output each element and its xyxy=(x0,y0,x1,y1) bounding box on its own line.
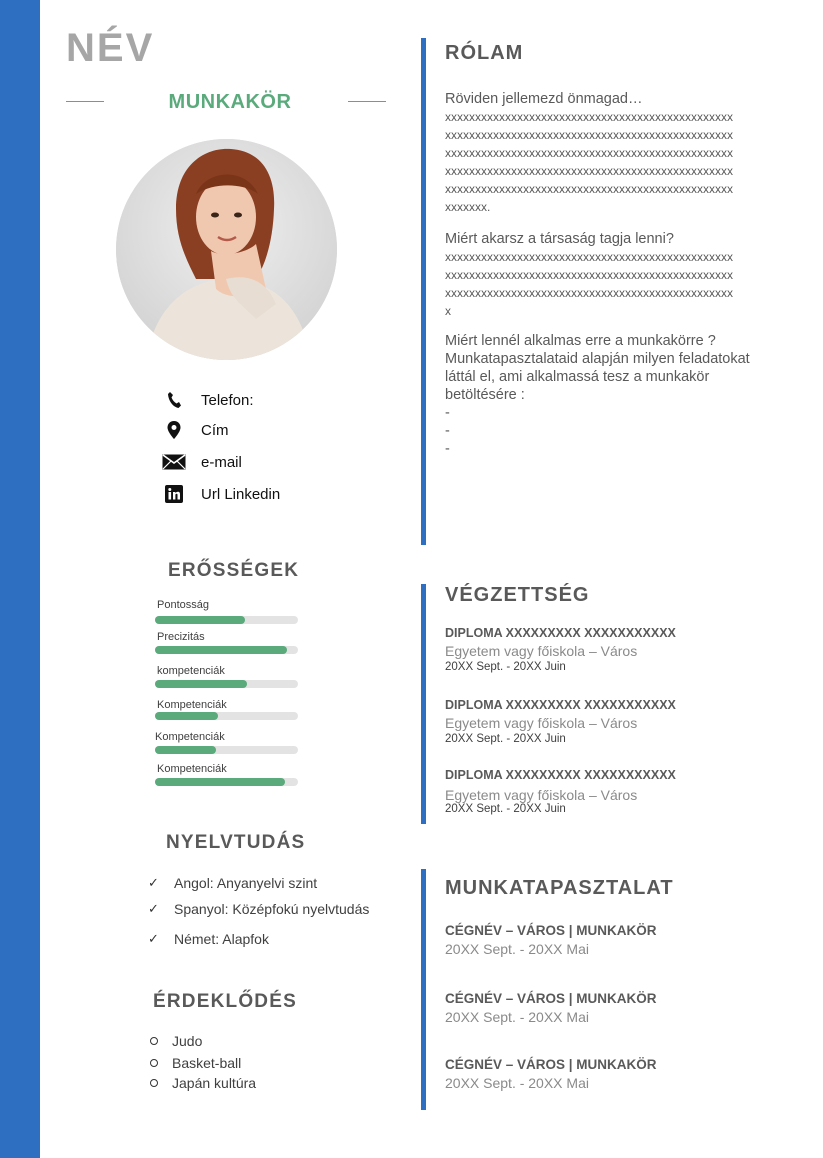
experience-title: MUNKATAPASZTALAT xyxy=(445,877,674,899)
education-dates: 20XX Sept. - 20XX Juin xyxy=(445,803,566,815)
skill-bar xyxy=(155,646,298,654)
education-school: Egyetem vagy főiskola – Város xyxy=(445,787,638,803)
language-label: Spanyol: Középfokú nyelvtudás xyxy=(174,901,370,917)
placeholder-line: xxxxxxxxxxxxxxxxxxxxxxxxxxxxxxxxxxxxxxxxxxxxxxxx xyxy=(445,146,733,160)
placeholder-line: xxxxxxxxxxxxxxxxxxxxxxxxxxxxxxxxxxxxxxxxxxxxxxxx xyxy=(445,286,733,300)
skill-label: Kompetenciák xyxy=(157,763,227,775)
skill-bar xyxy=(155,746,298,754)
interest-label: Basket-ball xyxy=(172,1055,242,1071)
experience-role: CÉGNÉV – VÁROS | MUNKAKÖR xyxy=(445,991,657,1006)
language-label: Német: Alapfok xyxy=(174,931,269,947)
skill-label: Kompetenciák xyxy=(157,699,227,711)
contact-address xyxy=(160,418,229,442)
education-school: Egyetem vagy főiskola – Város xyxy=(445,643,638,659)
experience-section-bar xyxy=(421,869,426,1110)
placeholder-line: xxxxxxxxxxxxxxxxxxxxxxxxxxxxxxxxxxxxxxxxxxxxxxxx xyxy=(445,250,733,264)
skill-bar-fill xyxy=(155,778,285,786)
skill-label: Precizitás xyxy=(157,631,205,643)
contact-email xyxy=(160,450,242,474)
location-icon xyxy=(160,420,188,440)
education-school: Egyetem vagy főiskola – Város xyxy=(445,715,638,731)
linkedin-icon xyxy=(160,484,188,504)
experience-role: CÉGNÉV – VÁROS | MUNKAKÖR xyxy=(445,923,657,938)
placeholder-line: xxxxxxxxxxxxxxxxxxxxxxxxxxxxxxxxxxxxxxxxxxxxxxxx xyxy=(445,110,733,124)
strengths-title: ERŐSSÉGEK xyxy=(168,560,300,581)
job-title-line-right xyxy=(348,101,386,102)
skill-bar xyxy=(155,680,298,688)
experience-dates: 20XX Sept. - 20XX Mai xyxy=(445,941,589,957)
experience-dates: 20XX Sept. - 20XX Mai xyxy=(445,1009,589,1025)
languages-title: NYELVTUDÁS xyxy=(166,832,306,853)
language-item xyxy=(148,875,317,891)
check-icon: ✓ xyxy=(148,931,159,946)
about-question-2: Miért akarsz a társaság tagja lenni? xyxy=(445,231,674,247)
contact-phone xyxy=(160,388,254,412)
skill-bar-fill xyxy=(155,680,247,688)
contact-phone-label: Telefon: xyxy=(201,391,254,409)
about-question-3-body: betöltésére : xyxy=(445,387,525,403)
circle-bullet-icon xyxy=(150,1059,158,1067)
education-dates: 20XX Sept. - 20XX Juin xyxy=(445,733,566,745)
education-dates: 20XX Sept. - 20XX Juin xyxy=(445,661,566,673)
about-section-bar xyxy=(421,38,426,545)
check-icon: ✓ xyxy=(148,875,159,890)
placeholder-line: xxxxxxxxxxxxxxxxxxxxxxxxxxxxxxxxxxxxxxxxxxxxxxxx xyxy=(445,128,733,142)
check-icon: ✓ xyxy=(148,901,159,916)
about-question-3-body: láttál el, ami alkalmassá tesz a munkakör xyxy=(445,369,710,385)
skill-label: Pontosság xyxy=(157,599,209,611)
skill-bar-fill xyxy=(155,616,245,624)
skill-bar xyxy=(155,778,298,786)
skill-label: Kompetenciák xyxy=(155,731,225,743)
language-label: Angol: Anyanyelvi szint xyxy=(174,875,318,891)
skill-bar-fill xyxy=(155,712,218,720)
dash-item: - xyxy=(445,441,450,457)
person-name: NÉV xyxy=(66,26,155,70)
language-item xyxy=(148,931,269,947)
interest-item xyxy=(150,1033,202,1049)
about-question-1: Röviden jellemezd önmagad… xyxy=(445,91,643,107)
phone-icon xyxy=(160,390,188,410)
placeholder-line: xxxxxxxxxxxxxxxxxxxxxxxxxxxxxxxxxxxxxxxxxxxxxxxx xyxy=(445,164,733,178)
education-degree: DIPLOMA XXXXXXXXX XXXXXXXXXXX xyxy=(445,768,676,782)
skill-bar xyxy=(155,616,298,624)
contact-address-label: Cím xyxy=(201,421,229,439)
education-section-bar xyxy=(421,584,426,824)
education-title: VÉGZETTSÉG xyxy=(445,584,590,606)
job-title: MUNKAKÖR xyxy=(168,91,292,113)
skill-label: kompetenciák xyxy=(157,665,225,677)
mail-icon xyxy=(160,452,188,472)
interest-item xyxy=(150,1075,256,1091)
skill-bar-fill xyxy=(155,646,287,654)
education-degree: DIPLOMA XXXXXXXXX XXXXXXXXXXX xyxy=(445,626,676,640)
interest-label: Judo xyxy=(172,1033,203,1049)
skill-bar-fill xyxy=(155,746,216,754)
education-degree: DIPLOMA XXXXXXXXX XXXXXXXXXXX xyxy=(445,698,676,712)
experience-dates: 20XX Sept. - 20XX Mai xyxy=(445,1075,589,1091)
placeholder-line: x xyxy=(445,304,451,318)
dash-item: - xyxy=(445,405,450,421)
about-question-3: Miért lennél alkalmas erre a munkakörre ? xyxy=(445,333,716,349)
language-item xyxy=(148,901,369,917)
contact-linkedin xyxy=(160,482,280,506)
circle-bullet-icon xyxy=(150,1037,158,1045)
about-text xyxy=(445,90,793,458)
interests-title: ÉRDEKLŐDÉS xyxy=(153,991,297,1012)
placeholder-line: xxxxxxxxxxxxxxxxxxxxxxxxxxxxxxxxxxxxxxxxxxxxxxxx xyxy=(445,182,733,196)
interest-label: Japán kultúra xyxy=(172,1075,257,1091)
about-title: RÓLAM xyxy=(445,42,524,64)
contact-email-label: e-mail xyxy=(201,453,242,471)
experience-role: CÉGNÉV – VÁROS | MUNKAKÖR xyxy=(445,1057,657,1072)
placeholder-line: xxxxxxxxxxxxxxxxxxxxxxxxxxxxxxxxxxxxxxxxxxxxxxxx xyxy=(445,268,733,282)
skill-bar xyxy=(155,712,298,720)
interest-item xyxy=(150,1055,241,1071)
circle-bullet-icon xyxy=(150,1079,158,1087)
about-question-3-body: Munkatapasztalataid alapján milyen feladatokat xyxy=(445,351,750,367)
contact-linkedin-label: Url Linkedin xyxy=(201,485,281,503)
profile-photo xyxy=(116,139,337,360)
left-accent-bar xyxy=(0,0,40,1158)
dash-item: - xyxy=(445,423,450,439)
placeholder-line: xxxxxxx. xyxy=(445,200,491,214)
job-title-line-left xyxy=(66,101,104,102)
